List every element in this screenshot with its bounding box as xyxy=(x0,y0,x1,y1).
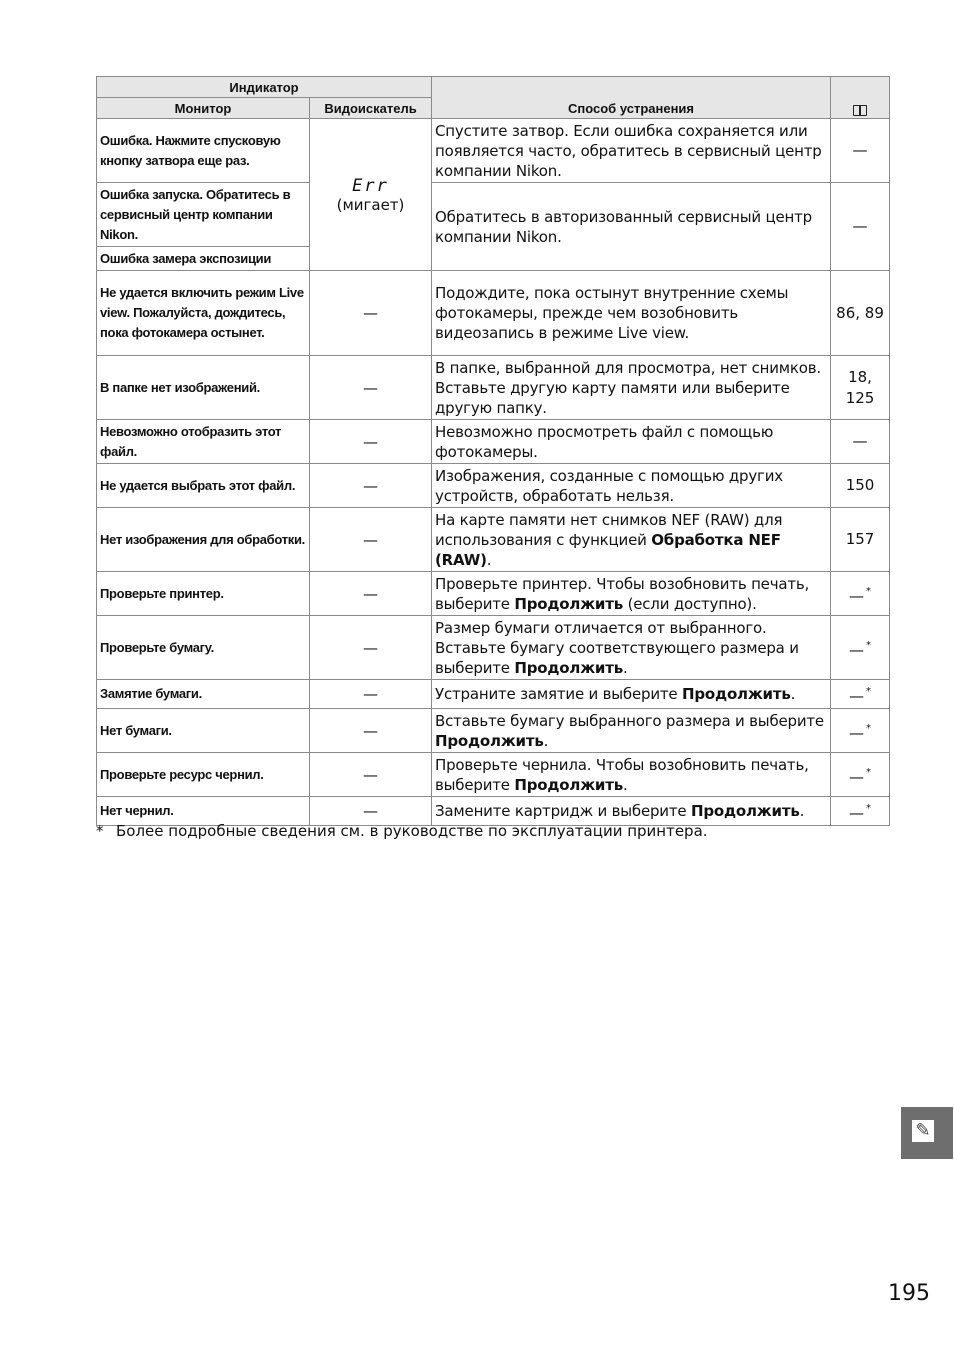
menu-option-name: Обработка NEF (RAW) xyxy=(435,530,781,569)
error-messages-table xyxy=(96,76,890,826)
viewfinder-indicator: — xyxy=(310,709,432,753)
table-row xyxy=(97,680,890,709)
table-row xyxy=(97,356,890,420)
solution-text: На карте памяти нет снимков NEF (RAW) для использования с функцией Обработка NEF (RAW). xyxy=(432,508,831,572)
menu-option-name: Продолжить xyxy=(514,594,624,613)
indicator-header: Индикатор xyxy=(97,77,432,98)
menu-option-name: Продолжить xyxy=(514,658,624,677)
monitor-message: Не удается выбрать этот файл. xyxy=(97,464,310,508)
monitor-message: В папке нет изображений. xyxy=(97,356,310,420)
monitor-message: Не удается включить режим Live view. Пожалуйста, дождитесь, пока фотокамера остынет. xyxy=(97,271,310,356)
menu-option-name: Продолжить xyxy=(514,775,624,794)
footnote-mark: * xyxy=(866,766,872,778)
page-ref-header xyxy=(831,77,890,119)
page-ref: — * xyxy=(831,680,890,709)
page-ref: — * xyxy=(831,753,890,797)
viewfinder-header: Видоискатель xyxy=(310,98,432,119)
viewfinder-indicator: — xyxy=(310,680,432,709)
viewfinder-indicator: — xyxy=(310,356,432,420)
monitor-message: Проверьте ресурс чернил. xyxy=(97,753,310,797)
footnote-mark: * xyxy=(96,822,104,840)
page-ref: — xyxy=(831,183,890,271)
page-ref: 157 xyxy=(831,508,890,572)
monitor-message: Замятие бумаги. xyxy=(97,680,310,709)
table-row xyxy=(97,271,890,356)
viewfinder-indicator xyxy=(310,119,432,271)
footnote-mark: * xyxy=(866,585,872,597)
table-row xyxy=(97,119,890,183)
solution-header: Способ устранения xyxy=(432,77,831,119)
page-ref: — * xyxy=(831,572,890,616)
table-row xyxy=(97,183,890,247)
table-row xyxy=(97,420,890,464)
monitor-message: Нет чернил. xyxy=(97,797,310,826)
page-ref: — xyxy=(831,420,890,464)
solution-text: Подождите, пока остынут внутренние схемы фотокамеры, прежде чем возобновить видеозапись в режиме Live view. xyxy=(432,271,831,356)
table-row xyxy=(97,508,890,572)
menu-option-name: Продолжить xyxy=(682,685,791,703)
monitor-message: Ошибка запуска. Обратитесь в сервисный центр компании Nikon. xyxy=(97,183,310,247)
table-row xyxy=(97,753,890,797)
solution-text: Проверьте принтер. Чтобы возобновить печать, выберите Продолжить (если доступно). xyxy=(432,572,831,616)
blinking-note: (мигает) xyxy=(336,195,405,214)
page-ref: 86, 89 xyxy=(831,271,890,356)
viewfinder-indicator: — xyxy=(310,508,432,572)
monitor-header: Монитор xyxy=(97,98,310,119)
book-icon xyxy=(853,105,867,115)
footnote-mark: * xyxy=(866,686,872,697)
page-ref: — xyxy=(831,119,890,183)
footnote-mark: * xyxy=(866,639,872,651)
page-ref: — * xyxy=(831,616,890,680)
solution-text: Обратитесь в авторизованный сервисный центр компании Nikon. xyxy=(432,183,831,271)
page-ref: 150 xyxy=(831,464,890,508)
solution-text: В папке, выбранной для просмотра, нет снимков. Вставьте другую карту памяти или выберите другую папку. xyxy=(432,356,831,420)
menu-option-name: Продолжить xyxy=(435,731,544,750)
footnote-mark: * xyxy=(866,803,872,814)
err-segment-display: Err xyxy=(352,175,389,196)
solution-text: Устраните замятие и выберите Продолжить. xyxy=(432,680,831,709)
menu-option-name: Продолжить xyxy=(690,802,800,820)
solution-text: Размер бумаги отличается от выбранного. Вставьте бумагу соответствующего размера и выберите Продолжить. xyxy=(432,616,831,680)
table-row xyxy=(97,572,890,616)
viewfinder-indicator: — xyxy=(310,572,432,616)
page-ref: — * xyxy=(831,797,890,826)
pencil-note-icon: ✎ xyxy=(912,1120,934,1142)
page-number: 195 xyxy=(888,1281,930,1306)
footnote-mark: * xyxy=(866,722,872,734)
monitor-message: Проверьте принтер. xyxy=(97,572,310,616)
monitor-message: Ошибка. Нажмите спусковую кнопку затвора еще раз. xyxy=(97,119,310,183)
viewfinder-indicator: — xyxy=(310,464,432,508)
viewfinder-indicator: — xyxy=(310,797,432,826)
viewfinder-indicator: — xyxy=(310,271,432,356)
viewfinder-indicator: — xyxy=(310,616,432,680)
viewfinder-indicator: — xyxy=(310,420,432,464)
solution-text: Невозможно просмотреть файл с помощью фотокамеры. xyxy=(432,420,831,464)
monitor-message: Невозможно отобразить этот файл. xyxy=(97,420,310,464)
solution-text: Проверьте чернила. Чтобы возобновить печать, выберите Продолжить. xyxy=(432,753,831,797)
monitor-message: Нет бумаги. xyxy=(97,709,310,753)
page-ref: — * xyxy=(831,709,890,753)
monitor-message: Нет изображения для обработки. xyxy=(97,508,310,572)
table-row xyxy=(97,616,890,680)
table-row xyxy=(97,709,890,753)
viewfinder-indicator: — xyxy=(310,753,432,797)
table-row xyxy=(97,464,890,508)
solution-text: Изображения, созданные с помощью других устройств, обработать нельзя. xyxy=(432,464,831,508)
solution-text: Замените картридж и выберите Продолжить. xyxy=(432,797,831,826)
footnote-text: Более подробные сведения см. в руководстве по эксплуатации принтера. xyxy=(116,822,708,840)
footnote xyxy=(96,822,708,840)
solution-text: Спустите затвор. Если ошибка сохраняется или появляется часто, обратитесь в сервисный центр компании Nikon. xyxy=(432,119,831,183)
solution-text: Вставьте бумагу выбранного размера и выберите Продолжить. xyxy=(432,709,831,753)
page-ref: 18, 125 xyxy=(831,356,890,420)
section-tab-marker xyxy=(901,1107,953,1159)
monitor-message: Ошибка замера экспозиции xyxy=(97,247,310,271)
monitor-message: Проверьте бумагу. xyxy=(97,616,310,680)
